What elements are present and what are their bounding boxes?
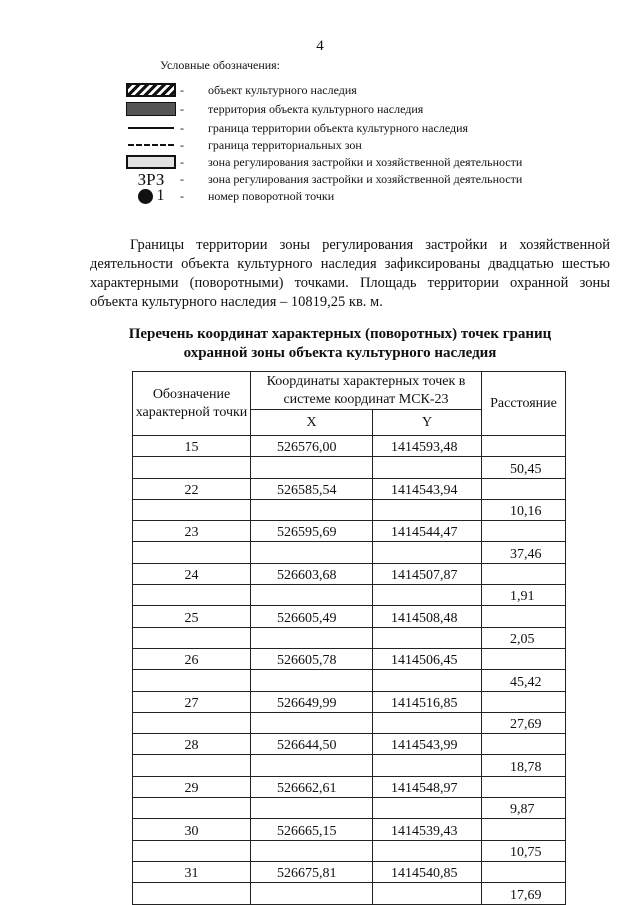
cell-point: 29	[133, 776, 251, 797]
legend-item-territory-boundary	[126, 120, 468, 136]
cell-y: 1414516,85	[373, 691, 482, 712]
cell-point: 25	[133, 606, 251, 627]
cell-distance	[482, 478, 566, 499]
hatched-rect-icon	[126, 83, 176, 97]
cell-point	[133, 755, 251, 776]
header-point: Обозначение характерной точки	[133, 372, 251, 436]
cell-y	[373, 670, 482, 691]
legend-item-zone-boundary	[126, 137, 362, 153]
legend-label: зона регулирования застройки и хозяйственной деятельности	[208, 171, 523, 186]
cell-distance	[482, 648, 566, 669]
cell-y: 1414544,47	[373, 521, 482, 542]
cell-x: 526644,50	[251, 734, 373, 755]
cell-distance: 2,05	[482, 627, 566, 648]
table-row	[133, 755, 566, 776]
coordinates-table	[132, 371, 566, 905]
legend-item-turning-point	[126, 188, 334, 204]
cell-distance: 37,46	[482, 542, 566, 563]
table-row	[133, 563, 566, 584]
cell-point	[133, 457, 251, 478]
cell-point	[133, 840, 251, 861]
legend-item-cultural-object	[126, 82, 357, 98]
cell-point: 30	[133, 819, 251, 840]
cell-x	[251, 798, 373, 819]
legend-label: номер поворотной точки	[208, 188, 335, 203]
cell-x: 526675,81	[251, 861, 373, 882]
cell-point	[133, 712, 251, 733]
cell-y	[373, 798, 482, 819]
cell-x: 526595,69	[251, 521, 373, 542]
zone-code-symbol: ЗРЗ	[137, 170, 165, 189]
cell-point	[133, 798, 251, 819]
cell-x: 526605,78	[251, 648, 373, 669]
table-row	[133, 691, 566, 712]
legend-title: Условные обозначения:	[160, 58, 281, 72]
cell-point	[133, 585, 251, 606]
cell-x	[251, 755, 373, 776]
cell-y	[373, 499, 482, 520]
cell-x	[251, 670, 373, 691]
cell-x	[251, 585, 373, 606]
table-row	[133, 627, 566, 648]
cell-distance	[482, 861, 566, 882]
legend-dash: -	[180, 188, 184, 203]
table-title: Перечень координат характерных (поворотных) точек границ охранной зоны объекта культурного наследия	[128, 326, 552, 361]
cell-y: 1414543,94	[373, 478, 482, 499]
table-row	[133, 883, 566, 904]
cell-y	[373, 542, 482, 563]
legend-dash: -	[180, 120, 184, 135]
table-row	[133, 734, 566, 755]
turning-point-symbol	[126, 189, 176, 203]
cell-point: 23	[133, 521, 251, 542]
cell-x	[251, 840, 373, 861]
cell-distance: 9,87	[482, 798, 566, 819]
cell-distance	[482, 776, 566, 797]
legend-dash: -	[180, 154, 184, 169]
cell-x: 526576,00	[251, 436, 373, 457]
cell-point: 28	[133, 734, 251, 755]
legend-dash: -	[180, 101, 184, 116]
cell-x	[251, 457, 373, 478]
legend-label: зона регулирования застройки и хозяйственной деятельности	[208, 154, 523, 169]
table-row	[133, 648, 566, 669]
table-body	[133, 436, 566, 905]
cell-y: 1414540,85	[373, 861, 482, 882]
dashed-line-icon	[126, 138, 176, 152]
table-row	[133, 670, 566, 691]
legend-item-zone-code	[126, 171, 522, 187]
cell-distance: 17,69	[482, 883, 566, 904]
cell-x: 526649,99	[251, 691, 373, 712]
cell-distance: 10,16	[482, 499, 566, 520]
cell-x	[251, 883, 373, 904]
header-distance: Расстояние	[482, 372, 566, 436]
legend-item-regulation-zone	[126, 154, 522, 170]
cell-distance: 1,91	[482, 585, 566, 606]
cell-point	[133, 627, 251, 648]
cell-point: 31	[133, 861, 251, 882]
filled-rect-icon	[126, 102, 176, 116]
cell-y	[373, 712, 482, 733]
cell-x	[251, 712, 373, 733]
cell-y	[373, 883, 482, 904]
cell-x	[251, 627, 373, 648]
cell-y: 1414593,48	[373, 436, 482, 457]
cell-distance	[482, 521, 566, 542]
legend-dash: -	[180, 171, 184, 186]
table-row	[133, 776, 566, 797]
table-row	[133, 499, 566, 520]
table-row	[133, 542, 566, 563]
cell-distance	[482, 819, 566, 840]
table-row	[133, 585, 566, 606]
cell-point: 22	[133, 478, 251, 499]
cell-distance: 27,69	[482, 712, 566, 733]
cell-distance	[482, 436, 566, 457]
table-row	[133, 436, 566, 457]
cell-distance: 10,75	[482, 840, 566, 861]
cell-point	[133, 499, 251, 520]
cell-x: 526605,49	[251, 606, 373, 627]
table-row	[133, 861, 566, 882]
cell-point: 15	[133, 436, 251, 457]
table-row	[133, 712, 566, 733]
turning-point-number: 1	[156, 187, 165, 204]
cell-y: 1414543,99	[373, 734, 482, 755]
cell-distance	[482, 606, 566, 627]
legend-dash: -	[180, 137, 184, 152]
cell-point: 24	[133, 563, 251, 584]
table-row	[133, 798, 566, 819]
cell-y: 1414539,43	[373, 819, 482, 840]
legend-label: граница территориальных зон	[208, 137, 362, 152]
cell-distance	[482, 563, 566, 584]
page-number: 4	[316, 38, 324, 54]
cell-x: 526585,54	[251, 478, 373, 499]
cell-y	[373, 755, 482, 776]
cell-x: 526603,68	[251, 563, 373, 584]
cell-point: 27	[133, 691, 251, 712]
table-row	[133, 478, 566, 499]
cell-y: 1414507,87	[373, 563, 482, 584]
cell-y: 1414548,97	[373, 776, 482, 797]
header-x: X	[251, 410, 373, 436]
cell-point	[133, 670, 251, 691]
table-row	[133, 606, 566, 627]
cell-point	[133, 542, 251, 563]
cell-distance: 45,42	[482, 670, 566, 691]
table-row	[133, 521, 566, 542]
cell-distance	[482, 734, 566, 755]
table-row	[133, 840, 566, 861]
table-row	[133, 457, 566, 478]
cell-y: 1414506,45	[373, 648, 482, 669]
table-row	[133, 819, 566, 840]
cell-point	[133, 883, 251, 904]
body-paragraph: Границы территории зоны регулирования застройки и хозяйственной деятельности объекта культурного наследия зафиксированы двадцатью шестью характерными (поворотными) точками. Площадь территории охранной зоны объекта культурного наследия – 10819,25 кв. м.	[90, 237, 610, 310]
cell-x: 526662,61	[251, 776, 373, 797]
black-dot-icon	[138, 189, 153, 204]
legend-label: объект культурного наследия	[208, 82, 357, 97]
cell-x: 526665,15	[251, 819, 373, 840]
zone-rect-icon	[126, 155, 176, 169]
cell-y	[373, 457, 482, 478]
cell-distance	[482, 691, 566, 712]
header-y: Y	[373, 410, 482, 436]
legend-label: территория объекта культурного наследия	[208, 101, 424, 116]
legend-item-territory	[126, 101, 423, 117]
cell-y	[373, 627, 482, 648]
legend-label: граница территории объекта культурного наследия	[208, 120, 469, 135]
legend-dash: -	[180, 82, 184, 97]
cell-distance: 18,78	[482, 755, 566, 776]
header-coordinates: Координаты характерных точек в системе координат МСК-23	[251, 372, 482, 410]
cell-point: 26	[133, 648, 251, 669]
cell-y: 1414508,48	[373, 606, 482, 627]
cell-x	[251, 499, 373, 520]
cell-distance: 50,45	[482, 457, 566, 478]
cell-y	[373, 585, 482, 606]
cell-x	[251, 542, 373, 563]
cell-y	[373, 840, 482, 861]
solid-line-icon	[126, 121, 176, 135]
